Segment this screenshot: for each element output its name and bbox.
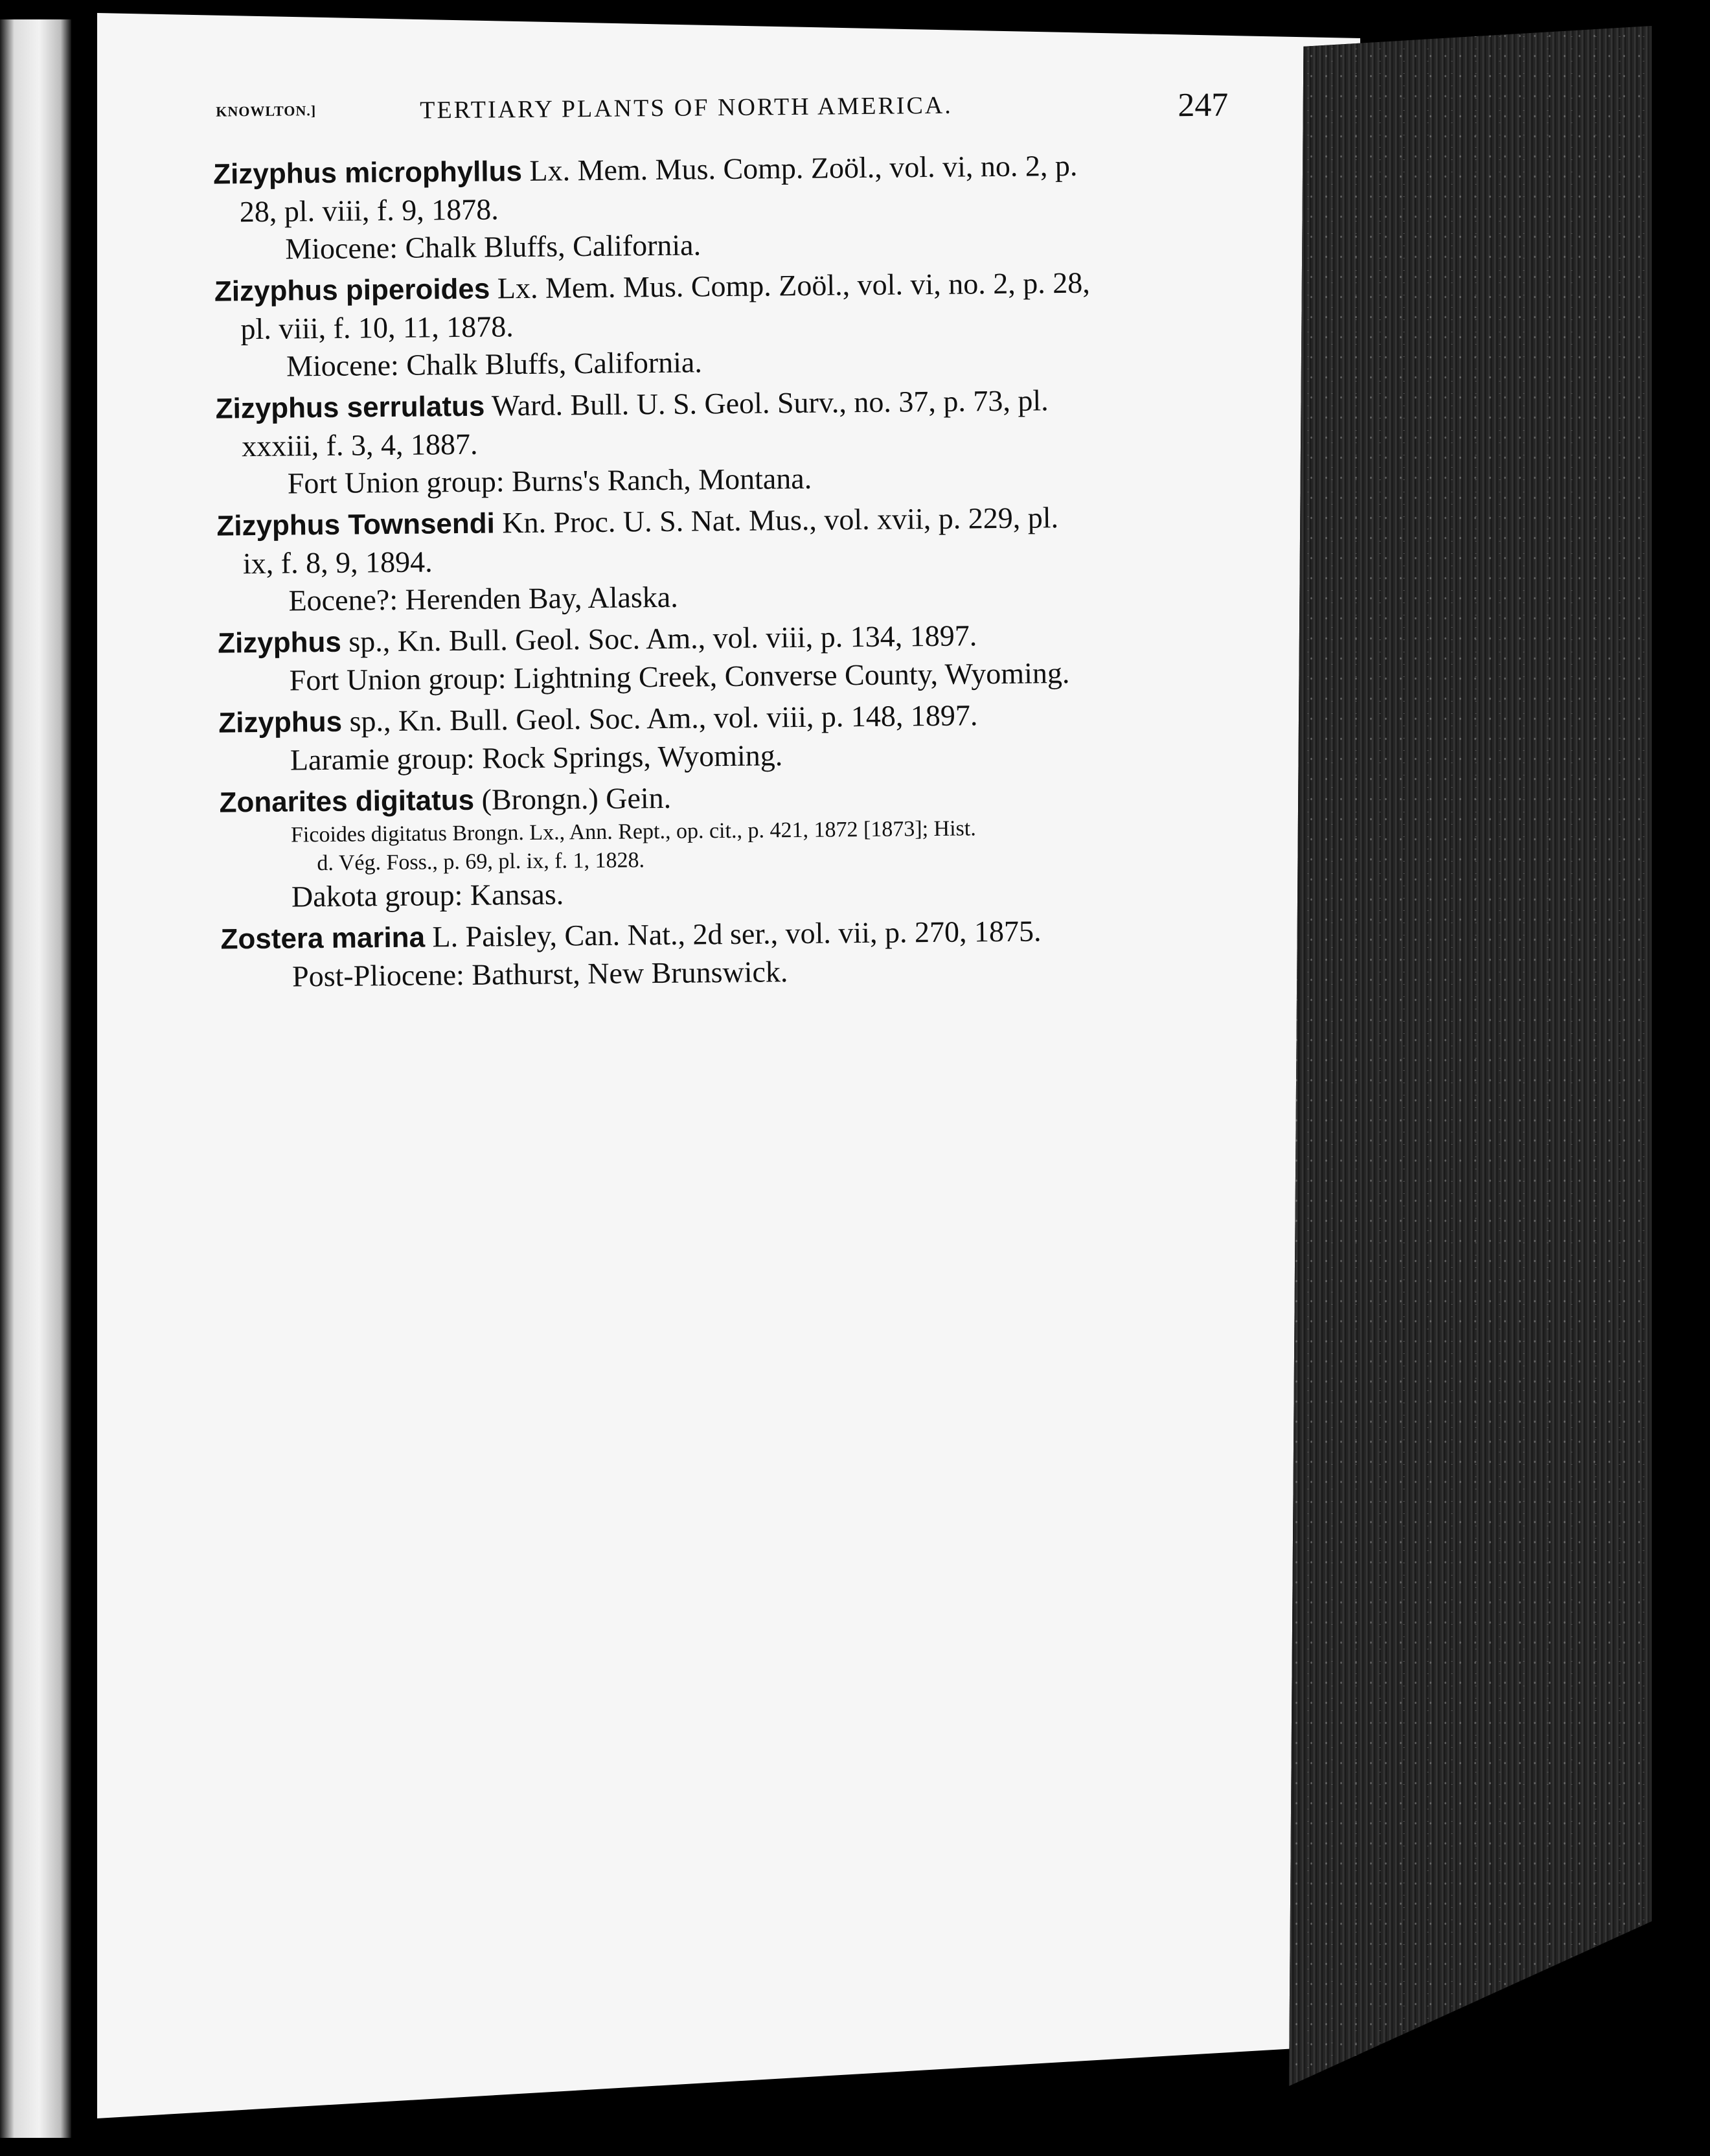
citation-continued: xxxiii, f. 3, 4, 1887. xyxy=(242,427,478,463)
page-number: 247 xyxy=(1178,86,1229,124)
entry-zizyphus-townsendi xyxy=(190,497,1254,621)
entry-zizyphus-sp-1 xyxy=(192,614,1255,700)
locality: Fort Union group: Burns's Ranch, Montana. xyxy=(287,461,812,500)
text-block xyxy=(187,80,1257,1000)
citation: Lx. Mem. Mus. Comp. Zoöl., vol. vi, no. 2, p. xyxy=(529,148,1078,187)
locality: Dakota group: Kansas. xyxy=(291,877,564,913)
synonym-continued: d. Vég. Foss., p. 69, pl. ix, f. 1, 1828. xyxy=(317,848,645,876)
species-name: Zizyphus microphyllus xyxy=(213,155,523,190)
running-head xyxy=(187,80,1249,155)
entry-zizyphus-serrulatus xyxy=(189,380,1253,503)
synonym: Ficoides digitatus Brongn. Lx., Ann. Rept., op. cit., p. 421, 1872 [1873]; Hist. xyxy=(290,816,976,847)
species-name: Zizyphus piperoides xyxy=(214,273,490,308)
entry-zonarites-digitatus xyxy=(193,774,1257,917)
species-name: Zizyphus xyxy=(217,626,342,659)
citation: (Brongn.) Gein. xyxy=(481,781,672,816)
locality: Fort Union group: Lightning Creek, Converse County, Wyoming. xyxy=(289,656,1070,697)
book-edge xyxy=(1289,26,1652,2086)
locality: Post-Pliocene: Bathurst, New Brunswick. xyxy=(291,955,788,993)
species-name: Zonarites digitatus xyxy=(219,784,475,819)
citation: sp., Kn. Bull. Geol. Soc. Am., vol. viii, p. 148, 1897. xyxy=(349,698,978,738)
locality: Laramie group: Rock Springs, Wyoming. xyxy=(290,739,783,777)
citation: Ward. Bull. U. S. Geol. Surv., no. 37, p. 73, pl. xyxy=(491,384,1049,422)
locality: Miocene: Chalk Bluffs, California. xyxy=(286,345,703,383)
species-name: Zizyphus Townsendi xyxy=(216,507,496,542)
species-name: Zizyphus serrulatus xyxy=(215,390,485,425)
running-head-title: TERTIARY PLANTS OF NORTH AMERICA. xyxy=(420,91,953,124)
citation: Lx. Mem. Mus. Comp. Zoöl., vol. vi, no. 2, p. 28, xyxy=(497,266,1090,305)
citation: Kn. Proc. U. S. Nat. Mus., vol. xvii, p. 229, pl. xyxy=(502,501,1059,540)
citation-continued: 28, pl. viii, f. 9, 1878. xyxy=(239,192,499,229)
entry-zizyphus-piperoides xyxy=(188,262,1252,386)
species-name: Zostera marina xyxy=(220,921,426,956)
citation-continued: ix, f. 8, 9, 1894. xyxy=(242,545,433,580)
citation: L. Paisley, Can. Nat., 2d ser., vol. vii, p. 270, 1875. xyxy=(432,914,1042,954)
citation-continued: pl. viii, f. 10, 11, 1878. xyxy=(240,310,514,346)
entry-zostera-marina xyxy=(194,910,1257,996)
entry-zizyphus-microphyllus xyxy=(187,145,1251,269)
adjacent-page-edge xyxy=(0,19,71,2138)
locality: Miocene: Chalk Bluffs, California. xyxy=(285,228,701,266)
locality: Eocene?: Herenden Bay, Alaska. xyxy=(288,580,678,617)
entry-zizyphus-sp-2 xyxy=(192,694,1255,780)
running-head-author: KNOWLTON.] xyxy=(216,102,317,120)
citation: sp., Kn. Bull. Geol. Soc. Am., vol. viii, p. 134, 1897. xyxy=(348,619,977,658)
species-name: Zizyphus xyxy=(218,705,343,739)
